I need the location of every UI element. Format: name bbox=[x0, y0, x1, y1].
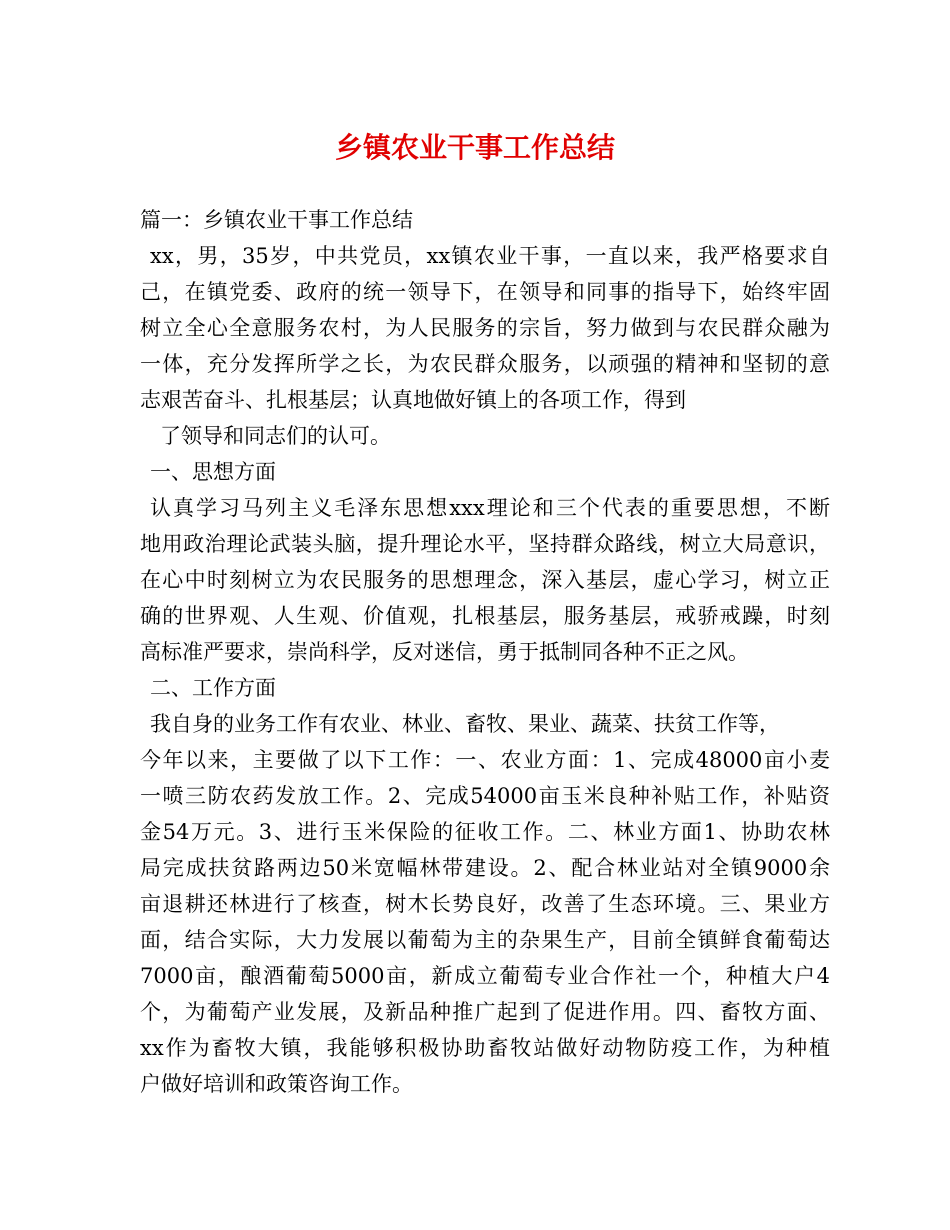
section-heading: 篇一：乡镇农业干事工作总结 bbox=[140, 208, 413, 232]
paragraph-line: 了领导和同志们的认可。 bbox=[160, 424, 391, 448]
paragraph-line: 7000亩，酿酒葡萄5000亩，新成立葡萄专业合作社一个，种植大户4 bbox=[140, 964, 830, 988]
paragraph-line: 一喷三防农药发放工作。2、完成54000亩玉米良种补贴工作，补贴资 bbox=[140, 784, 830, 808]
section-heading: 一、思想方面 bbox=[150, 460, 276, 484]
paragraph-line: 个，为葡萄产业发展，及新品种推广起到了促进作用。四、畜牧方面、 bbox=[140, 1000, 830, 1024]
paragraph-line: 树立全心全意服务农村，为人民服务的宗旨，努力做到与农民群众融为 bbox=[140, 316, 830, 340]
paragraph-line: 金54万元。3、进行玉米保险的征收工作。二、林业方面1、协助农林 bbox=[140, 820, 830, 844]
paragraph-line: 今年以来，主要做了以下工作：一、农业方面：1、完成48000亩小麦 bbox=[140, 748, 830, 772]
paragraph-line: 一体，充分发挥所学之长，为农民群众服务，以顽强的精神和坚韧的意 bbox=[140, 352, 830, 376]
paragraph-line: 面，结合实际，大力发展以葡萄为主的杂果生产，目前全镇鲜食葡萄达 bbox=[140, 928, 830, 952]
paragraph-line: 志艰苦奋斗、扎根基层；认真地做好镇上的各项工作，得到 bbox=[140, 388, 686, 412]
paragraph-line: 地用政治理论武装头脑，提升理论水平，坚持群众路线，树立大局意识， bbox=[140, 532, 830, 556]
paragraph-line: 确的世界观、人生观、价值观，扎根基层，服务基层，戒骄戒躁，时刻 bbox=[140, 604, 830, 628]
document-title: 乡镇农业干事工作总结 bbox=[334, 131, 615, 164]
paragraph-line: 在心中时刻树立为农民服务的思想理念，深入基层，虚心学习，树立正 bbox=[140, 568, 830, 592]
paragraph-line: 我自身的业务工作有农业、林业、畜牧、果业、蔬菜、扶贫工作等， bbox=[150, 712, 780, 736]
paragraph-line: xx，男，35岁，中共党员，xx镇农业干事，一直以来，我严格要求自 bbox=[150, 244, 830, 268]
paragraph-line: 亩退耕还林进行了核查，树木长势良好，改善了生态环境。三、果业方 bbox=[140, 892, 830, 916]
paragraph-line: 高标准严要求，崇尚科学，反对迷信，勇于抵制同各种不正之风。 bbox=[140, 640, 749, 664]
paragraph-line: xx作为畜牧大镇，我能够积极协助畜牧站做好动物防疫工作，为种植 bbox=[140, 1036, 830, 1060]
paragraph-line: 局完成扶贫路两边50米宽幅林带建设。2、配合林业站对全镇9000余 bbox=[140, 856, 830, 880]
section-heading: 二、工作方面 bbox=[150, 676, 276, 700]
paragraph-line: 认真学习马列主义毛泽东思想xxx理论和三个代表的重要思想，不断 bbox=[150, 496, 830, 520]
document-body bbox=[140, 202, 830, 1102]
paragraph-line: 己，在镇党委、政府的统一领导下，在领导和同事的指导下，始终牢固 bbox=[140, 280, 830, 304]
paragraph-line: 户做好培训和政策咨询工作。 bbox=[140, 1072, 413, 1096]
